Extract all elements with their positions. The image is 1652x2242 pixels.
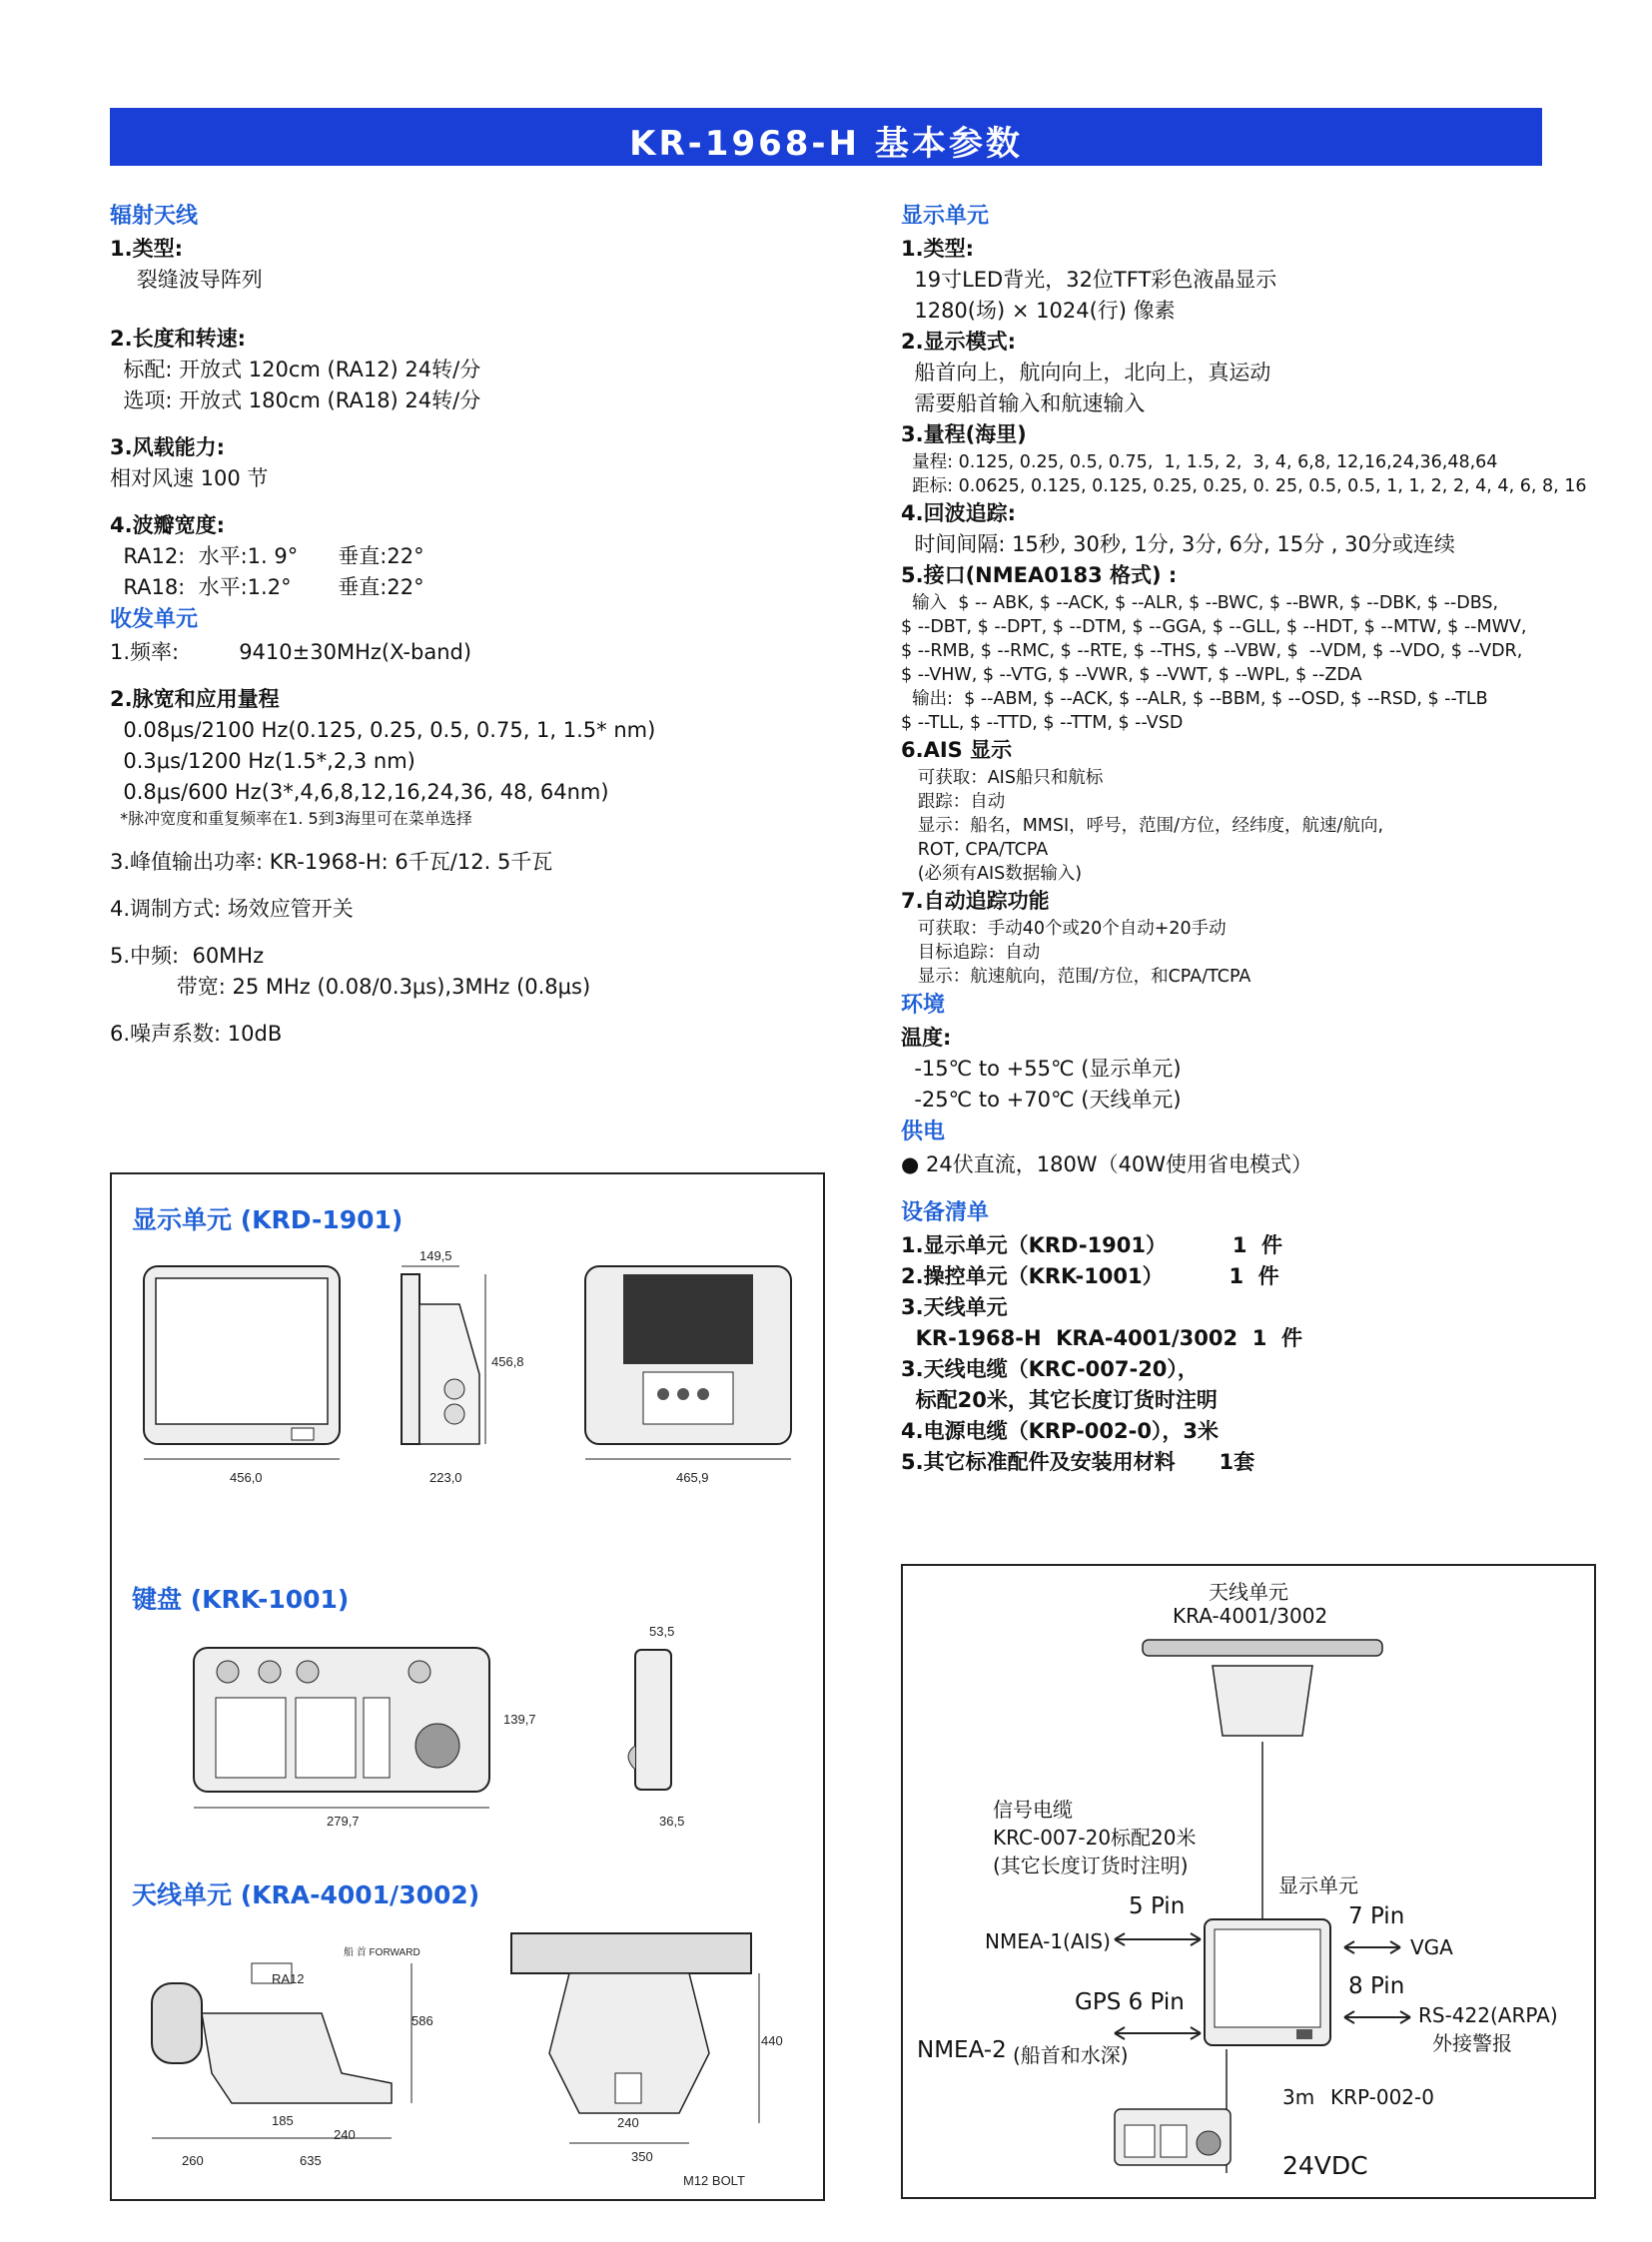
wiring-diagram-box — [901, 1564, 1596, 2199]
display-front-drawing — [142, 1264, 342, 1464]
antenna-front-drawing — [509, 1933, 769, 2173]
signal-cable-title: 信号电缆 — [993, 1798, 1073, 1822]
section-heading: 供电 — [901, 1120, 946, 1144]
spec-item-heading: 3.天线电缆（KRC-007-20）， — [901, 1357, 1199, 1381]
dim-185: 185 — [272, 2113, 294, 2128]
keyboard-side-drawing — [625, 1646, 685, 1816]
spec-item-heading: KR-1968-H KRA-4001/3002 1 件 — [901, 1326, 1302, 1350]
dim-456-8: 456,8 — [491, 1354, 524, 1369]
dim-139-7: 139,7 — [503, 1712, 536, 1727]
spec-line: 目标追踪：自动 — [901, 943, 1041, 963]
dim-36-5: 36,5 — [659, 1814, 685, 1829]
pin8-label: 8 Pin — [1348, 1973, 1405, 1999]
spec-item-heading: 1.类型: — [901, 237, 974, 261]
dim-ra12: RA12 — [272, 1971, 305, 1986]
spec-item-heading: 5.其它标准配件及安装用材料 1套 — [901, 1450, 1255, 1474]
dim-53-5: 53,5 — [649, 1624, 675, 1639]
dim-240b: 240 — [617, 2115, 639, 2130]
display-unit-label: 显示单元 — [1278, 1873, 1358, 1897]
spacer — [110, 416, 655, 432]
keyboard-title: 键盘 (KRK-1001) — [132, 1585, 350, 1614]
spacer — [110, 1003, 655, 1019]
spec-item-heading: 7.自动追踪功能 — [901, 889, 1050, 913]
gps6-label: GPS 6 Pin — [1075, 1989, 1185, 2015]
nmea2-sub-label: (船首和水深) — [1013, 2043, 1129, 2067]
display-back-drawing — [583, 1264, 793, 1464]
spec-line: 跟踪：自动 — [901, 792, 1006, 812]
spec-line: 显示：船名，MMSI，呼号，范围/方位，经纬度，航速/航向, — [901, 816, 1384, 836]
section-heading: 环境 — [901, 993, 946, 1018]
spec-line: 0.3μs/1200 Hz(1.5*,2,3 nm) — [110, 749, 415, 773]
section-heading: 显示单元 — [901, 204, 990, 229]
dim-586: 586 — [412, 2013, 433, 2028]
keyboard-icon — [1113, 2107, 1233, 2167]
vga-label: VGA — [1410, 1935, 1453, 1959]
dimension-drawings-box — [110, 1172, 825, 2201]
dim-279-7: 279,7 — [327, 1814, 360, 1829]
pin5-label: 5 Pin — [1129, 1893, 1186, 1919]
spec-line: 可获取：AIS船只和航标 — [901, 768, 1104, 788]
right-spec-column — [901, 200, 1586, 1478]
power-label: 24VDC — [1282, 2151, 1368, 2180]
page-title: KR-1968-H 基本参数 — [629, 124, 1023, 164]
spec-item-heading: 1.显示单元（KRD-1901） 1 件 — [901, 1233, 1283, 1257]
signal-cable-model: KRC-007-20标配20米 — [993, 1826, 1197, 1850]
spec-line: 裂缝波导阵列 — [110, 268, 263, 292]
dim-350: 350 — [631, 2149, 653, 2164]
spec-line: 输入 $ -- ABK, $ --ACK, $ --ALR, $ --BWC, $ --BWR, $ --DBK, $ --DBS, — [901, 593, 1499, 613]
signal-cable-note: (其它长度订货时注明) — [993, 1854, 1189, 1877]
section-heading: 辐射天线 — [110, 204, 199, 229]
spec-line: 显示：航速航向，范围/方位，和CPA/TCPA — [901, 967, 1251, 987]
spec-line: ROT, CPA/TCPA — [901, 840, 1049, 860]
spec-item-heading: 3.天线单元 — [901, 1295, 1008, 1319]
display-unit-icon — [1203, 1917, 1332, 2049]
spacer — [110, 494, 655, 510]
spec-line: 输出: $ --ABM, $ --ACK, $ --ALR, $ --BBM, $ --OSD, $ --RSD, $ --TLB — [901, 689, 1488, 709]
dim-465-9: 465,9 — [676, 1470, 709, 1485]
spec-line: 3.峰值输出功率: KR-1968-H: 6千瓦/12. 5千瓦 — [110, 850, 553, 874]
rs422-arrow — [1342, 2007, 1412, 2027]
spec-item-heading: 1.类型: — [110, 237, 183, 261]
display-unit-title: 显示单元 (KRD-1901) — [132, 1205, 404, 1234]
spec-line: 6.噪声系数: 10dB — [110, 1022, 283, 1046]
spec-line: RA12: 水平:1. 9° 垂直:22° — [110, 544, 424, 568]
nmea1-label: NMEA-1(AIS) — [985, 1929, 1111, 1953]
cable-line — [1260, 1742, 1264, 1941]
rs422-label: RS-422(ARPA) — [1418, 2003, 1558, 2027]
spec-item-heading: 4.电源电缆（KRP-002-0），3米 — [901, 1419, 1220, 1443]
spec-line: 选项: 开放式 180cm (RA18) 24转/分 — [110, 388, 481, 412]
nmea2-label: NMEA-2 — [917, 2037, 1007, 2063]
spec-footnote: *脉冲宽度和重复频率在1. 5到3海里可在菜单选择 — [110, 809, 472, 828]
spec-item-heading: 4.回波追踪: — [901, 501, 1016, 525]
nmea1-arrow — [1113, 1929, 1203, 1949]
spec-line: $ --VHW, $ --VTG, $ --VWR, $ --VWT, $ --WPL, $ --ZDA — [901, 665, 1362, 685]
spec-line: $ --RMB, $ --RMC, $ --RTE, $ --THS, $ --VBW, $ --VDM, $ --VDO, $ --VDR, — [901, 641, 1523, 661]
spec-line: 标配: 开放式 120cm (RA12) 24转/分 — [110, 358, 481, 381]
spec-line: 量程: 0.125, 0.25, 0.5, 0.75, 1, 1.5, 2, 3, 4, 6,8, 12,16,24,36,48,64 — [901, 452, 1498, 472]
dim-forward: 船 首 FORWARD — [344, 1947, 420, 1958]
antenna-model-label: KRA-4001/3002 — [1173, 1604, 1328, 1628]
spec-item-heading: 6.AIS 显示 — [901, 738, 1013, 762]
spec-line: RA18: 水平:1.2° 垂直:22° — [110, 575, 424, 599]
power-cable-model: KRP-002-0 — [1330, 2085, 1434, 2109]
vga-arrow — [1342, 1937, 1402, 1957]
spec-item-heading: 3.风载能力: — [110, 435, 225, 459]
spec-line: 0.8μs/600 Hz(3*,4,6,8,12,16,24,36, 48, 64nm) — [110, 780, 609, 804]
spacer — [901, 1180, 1586, 1196]
spec-line: ● 24伏直流，180W（40W使用省电模式） — [901, 1152, 1313, 1176]
spec-line: $ --DBT, $ --DPT, $ --DTM, $ --GGA, $ --GLL, $ --HDT, $ --MTW, $ --MWV, — [901, 617, 1527, 637]
dim-149-5: 149,5 — [419, 1248, 452, 1263]
spec-line: 1.频率: 9410±30MHz(X-band) — [110, 640, 472, 664]
antenna-unit-label: 天线单元 — [1209, 1580, 1288, 1604]
spec-item-heading: 4.波瓣宽度: — [110, 513, 225, 537]
dim-260: 260 — [182, 2153, 204, 2168]
spec-line: 需要船首输入和航速输入 — [901, 391, 1146, 415]
display-side-drawing — [400, 1264, 489, 1464]
dim-240a: 240 — [334, 2127, 356, 2142]
spec-item-heading: 2.脉宽和应用量程 — [110, 687, 280, 711]
section-heading: 设备清单 — [901, 1200, 990, 1225]
alarm-label: 外接警报 — [1432, 2031, 1512, 2055]
spec-item-heading: 温度: — [901, 1026, 952, 1050]
spacer — [110, 668, 655, 684]
spacer — [110, 296, 655, 324]
spec-item-heading: 3.量程(海里) — [901, 422, 1027, 446]
spec-line: 5.中频: 60MHz — [110, 944, 265, 968]
spec-line: -15℃ to +55℃ (显示单元) — [901, 1057, 1182, 1081]
spec-line: 0.08μs/2100 Hz(0.125, 0.25, 0.5, 0.75, 1, 1.5* nm) — [110, 718, 656, 742]
spec-line: 船首向上，航向向上，北向上，真运动 — [901, 361, 1271, 384]
spec-line: 距标: 0.0625, 0.125, 0.125, 0.25, 0.25, 0. 25, 0.5, 0.5, 1, 1, 2, 2, 4, 4, 6, 8, 16 — [901, 476, 1587, 496]
spec-line: -25℃ to +70℃ (天线单元) — [901, 1088, 1182, 1112]
spec-line: 19寸LED背光，32位TFT彩色液晶显示 — [901, 268, 1277, 292]
spec-item-heading: 5.接口(NMEA0183 格式) : — [901, 563, 1178, 587]
spec-item-heading: 标配20米，其它长度订货时注明 — [901, 1388, 1218, 1412]
spec-line: 时间间隔: 15秒, 30秒, 1分, 3分, 6分, 15分 , 30分或连续 — [901, 532, 1455, 556]
spec-line: 可获取：手动40个或20个自动+20手动 — [901, 919, 1227, 939]
spec-line: 4.调制方式: 场效应管开关 — [110, 897, 354, 921]
spec-line: 1280(场) × 1024(行) 像素 — [901, 299, 1176, 323]
pin7-label: 7 Pin — [1348, 1903, 1405, 1929]
cable-length-label: 3m — [1282, 2085, 1315, 2109]
spacer — [110, 878, 655, 894]
antenna-icon — [1143, 1636, 1382, 1746]
spec-item-heading: 2.显示模式: — [901, 330, 1016, 354]
spec-line: 带宽: 25 MHz (0.08/0.3μs),3MHz (0.8μs) — [110, 975, 591, 999]
keyboard-front-drawing — [192, 1646, 491, 1816]
dim-456-0: 456,0 — [230, 1470, 263, 1485]
dim-m12-bolt: M12 BOLT — [683, 2173, 745, 2188]
spec-line: $ --TLL, $ --TTD, $ --TTM, $ --VSD — [901, 713, 1184, 733]
dim-440: 440 — [761, 2033, 783, 2048]
title-banner — [110, 108, 1542, 166]
left-spec-column — [110, 200, 655, 1050]
section-heading: 收发单元 — [110, 607, 199, 632]
spec-item-heading: 2.操控单元（KRK-1001） 1 件 — [901, 1264, 1279, 1288]
spec-line: 相对风速 100 节 — [110, 466, 269, 490]
spacer — [110, 925, 655, 941]
spec-line: (必须有AIS数据输入) — [901, 864, 1083, 884]
dim-635: 635 — [300, 2153, 322, 2168]
spacer — [110, 831, 655, 847]
spec-item-heading: 2.长度和转速: — [110, 327, 246, 351]
antenna-unit-title: 天线单元 (KRA-4001/3002) — [132, 1880, 480, 1909]
dim-223-0: 223,0 — [429, 1470, 462, 1485]
